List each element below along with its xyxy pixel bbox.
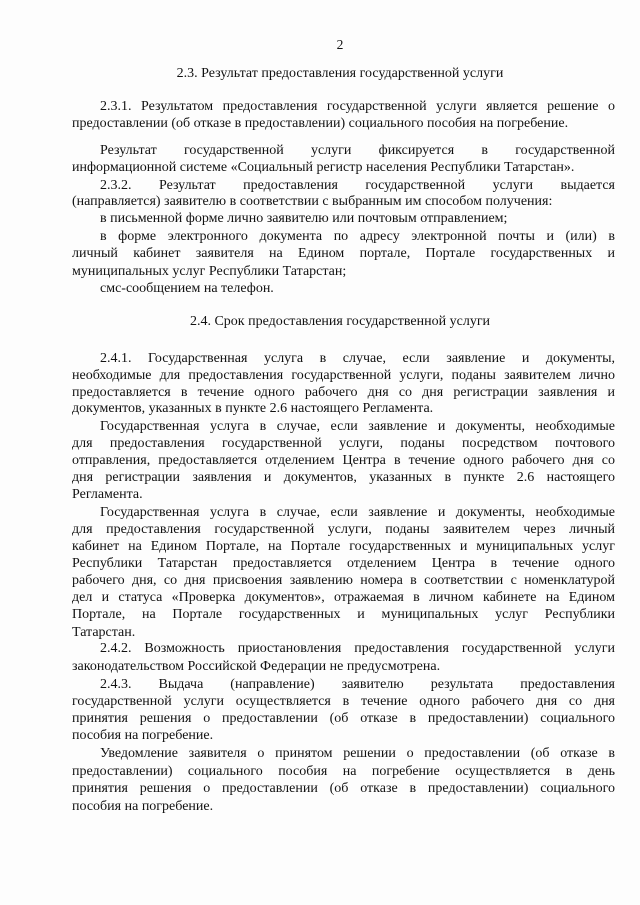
paragraph-line: рабочего дня, со дня присвоения заявлению номера в соответствии с номенклатурой [72, 573, 615, 588]
paragraph-line: Государственная услуга в случае, если заявление и документы, необходимые [100, 419, 615, 434]
paragraph-line: информационной системе «Социальный регистр населения Республики Татарстан». [72, 160, 575, 175]
section-heading: 2.3. Результат предоставления государственной услуги [176, 66, 504, 81]
paragraph-line: предоставлении (об отказе в предоставлении) социального пособия на погребение. [72, 116, 569, 131]
paragraph-line: 2.4.2. Возможность приостановления предоставления государственной услуги [100, 641, 615, 656]
paragraph-line: пособия на погребение. [72, 728, 214, 743]
paragraph-line: для предоставления государственной услуги, поданы заявителем через личный [72, 522, 615, 537]
paragraph-line: принятия решения о предоставлении (об отказе в предоставлении) социального [72, 781, 615, 796]
paragraph-line: 2.4.1. Государственная услуга в случае, если заявление и документы, [100, 351, 615, 366]
paragraph-line: 2.3.2. Результат предоставления государственной услуги выдается [100, 178, 615, 193]
paragraph-line: Портале, на Портале государственных и муниципальных услуг Республики [72, 607, 615, 622]
paragraph-line: предоставлении) социального пособия на погребение осуществляется в день [72, 764, 615, 779]
paragraph-line: государственной услуги осуществляется в течение одного рабочего дня со дня [72, 694, 615, 709]
paragraph-line: Республики Татарстан предоставляется отделением Центра в течение одного [72, 556, 615, 571]
paragraph-line: Уведомление заявителя о принятом решении о предоставлении (об отказе в [100, 746, 615, 761]
paragraph-line: дня регистрации заявления и документов, указанных в пункте 2.6 настоящего [72, 470, 615, 485]
page-number: 2 [336, 37, 344, 52]
paragraph-line: 2.4.3. Выдача (направление) заявителю результата предоставления [100, 677, 615, 692]
paragraph-line: в письменной форме лично заявителю или почтовым отправлением; [100, 211, 508, 226]
paragraph-line: пособия на погребение. [72, 799, 214, 814]
paragraph-line: кабинет на Едином Портале, на Портале государственных и муниципальных услуг [72, 539, 615, 554]
paragraph-line: дел и статуса «Проверка документов», отражаемая в личном кабинете на Едином [72, 590, 615, 605]
paragraph-line: муниципальных услуг Республики Татарстан; [72, 264, 347, 279]
paragraph-line: 2.3.1. Результатом предоставления государственной услуги является решение о [100, 99, 615, 114]
paragraph-line: Регламента. [72, 487, 143, 502]
paragraph-line: предоставляется в течение одного рабочего дня со дня регистрации заявления и [72, 385, 615, 400]
paragraph-line: в форме электронного документа по адресу электронной почты и (или) в [100, 229, 615, 244]
paragraph-line: документов, указанных в пункте 2.6 настоящего Регламента. [72, 401, 434, 416]
paragraph-line: Государственная услуга в случае, если заявление и документы, необходимые [100, 505, 615, 520]
paragraph-line: (направляется) заявителю в соответствии с выбранным им способом получения: [72, 194, 553, 209]
section-heading: 2.4. Срок предоставления государственной услуги [189, 314, 491, 329]
paragraph-line: смс-сообщением на телефон. [100, 281, 274, 296]
paragraph-line: необходимые для предоставления государственной услуги, поданы заявителем лично [72, 368, 615, 383]
paragraph-line: принятия решения о предоставлении (об отказе в предоставлении) социального [72, 711, 615, 726]
paragraph-line: Татарстан. [72, 625, 136, 640]
paragraph-line: отправления, предоставляется отделением Центра в течение одного рабочего дня со [72, 453, 615, 468]
paragraph-line: личный кабинет заявителя на Едином портале, Портале государственных и [72, 246, 615, 261]
paragraph-line: законодательством Российской Федерации не предусмотрена. [72, 659, 441, 674]
paragraph-line: для предоставления государственной услуги, поданы посредством почтового [72, 436, 615, 451]
paragraph-line: Результат государственной услуги фиксируется в государственной [100, 143, 615, 158]
